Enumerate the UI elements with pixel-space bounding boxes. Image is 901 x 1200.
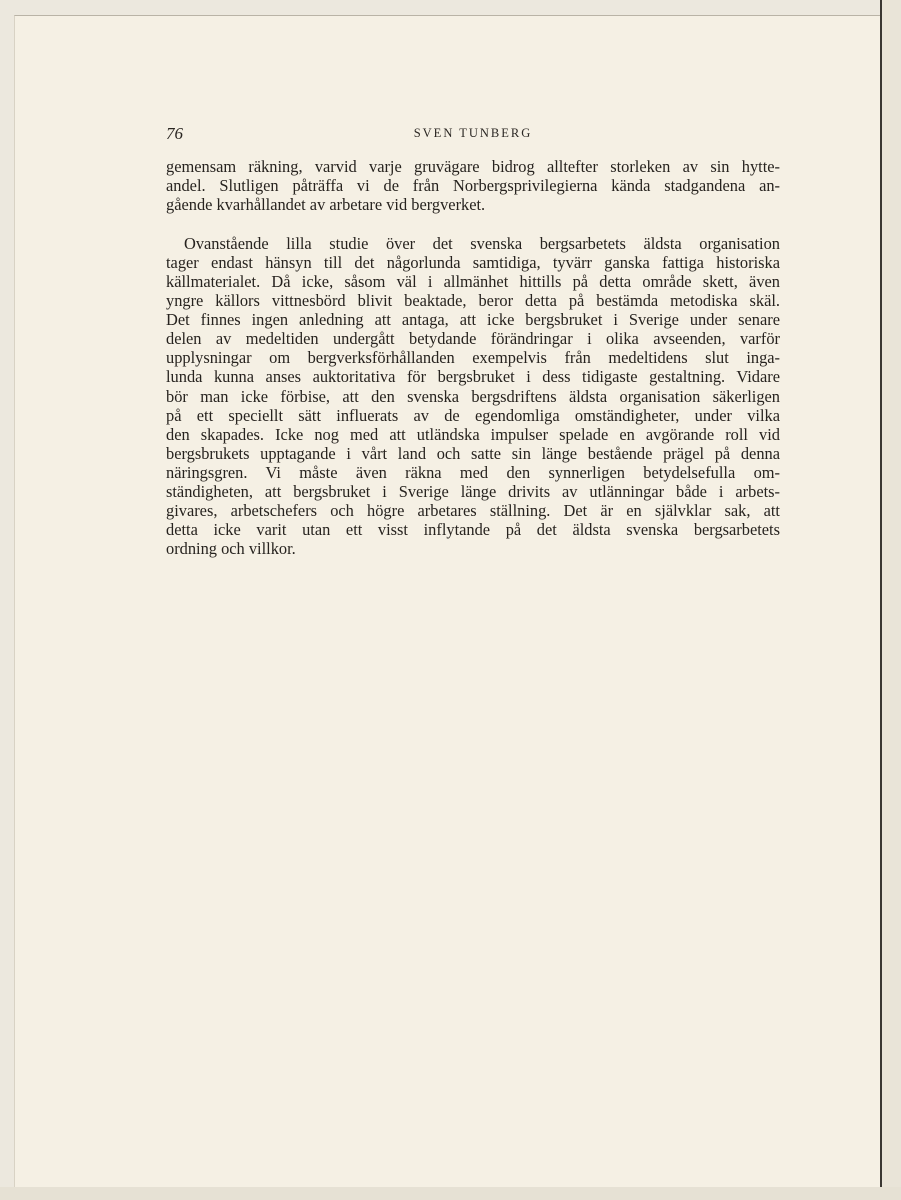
text-line: ständigheten, att bergsbruket i Sverige länge drivits av utlänningar både i arbets- xyxy=(166,482,780,501)
text-line: den skapades. Icke nog med att utländska impulser spelade en avgörande roll vid xyxy=(166,424,780,444)
body-text xyxy=(166,157,780,558)
text-line: bör man icke förbise, att den svenska bergsdriftens äldsta organisation säkerligen xyxy=(166,386,780,406)
text-line: Ovanstående lilla studie över det svenska bergsarbetets äldsta organisation xyxy=(184,233,780,253)
text-line: bergsbrukets upptagande i vårt land och satte sin länge bestående prägel på denna xyxy=(166,443,780,463)
text-line: lunda kunna anses auktoritativa för bergsbruket i dess tidigaste gestaltning. Vidare xyxy=(166,367,780,387)
text-line: andel. Slutligen påträffa vi de från Norbergsprivilegierna kända stadgandena an- xyxy=(166,176,780,196)
scan-edge xyxy=(880,0,901,1200)
text-line: yngre källors vittnesbörd blivit beaktade, beror detta på bestämda metodiska skäl. xyxy=(166,291,780,311)
text-line: ordning och villkor. xyxy=(166,539,296,559)
paragraph-2 xyxy=(166,234,780,559)
text-line: givares, arbetschefers och högre arbetares ställning. Det är en självklar sak, att xyxy=(166,501,780,521)
text-line: gemensam räkning, varvid varje gruvägare bidrog alltefter storleken av sin hytte- xyxy=(166,157,780,176)
page-number: 76 xyxy=(166,124,183,143)
text-line: källmaterialet. Då icke, såsom väl i allmänhet hittills på detta område skett, även xyxy=(166,271,780,291)
text-line: detta icke varit utan ett visst inflytande på det äldsta svenska bergsarbetets xyxy=(166,520,780,540)
paragraph-1 xyxy=(166,157,780,214)
text-line: Det finnes ingen anledning att antaga, att icke bergsbruket i Sverige under senare xyxy=(166,310,780,330)
text-line: tager endast hänsyn till det någorlunda samtidiga, tyvärr ganska fattiga historiska xyxy=(166,252,780,272)
text-line: på ett speciellt sätt influerats av de egendomliga omständigheter, under vilka xyxy=(166,405,780,425)
text-line: gående kvarhållandet av arbetare vid bergverket. xyxy=(166,195,486,215)
scan-bottom-margin xyxy=(0,1187,901,1200)
text-line: delen av medeltiden undergått betydande förändringar i olika avseenden, varför xyxy=(166,329,780,349)
text-line: upplysningar om bergverksförhållanden exempelvis från medeltidens slut inga- xyxy=(166,348,780,368)
running-head: SVEN TUNBERG xyxy=(413,126,533,140)
page-header xyxy=(166,124,780,144)
text-line: näringsgren. Vi måste även räkna med den synnerligen betydelsefulla om- xyxy=(166,462,780,482)
